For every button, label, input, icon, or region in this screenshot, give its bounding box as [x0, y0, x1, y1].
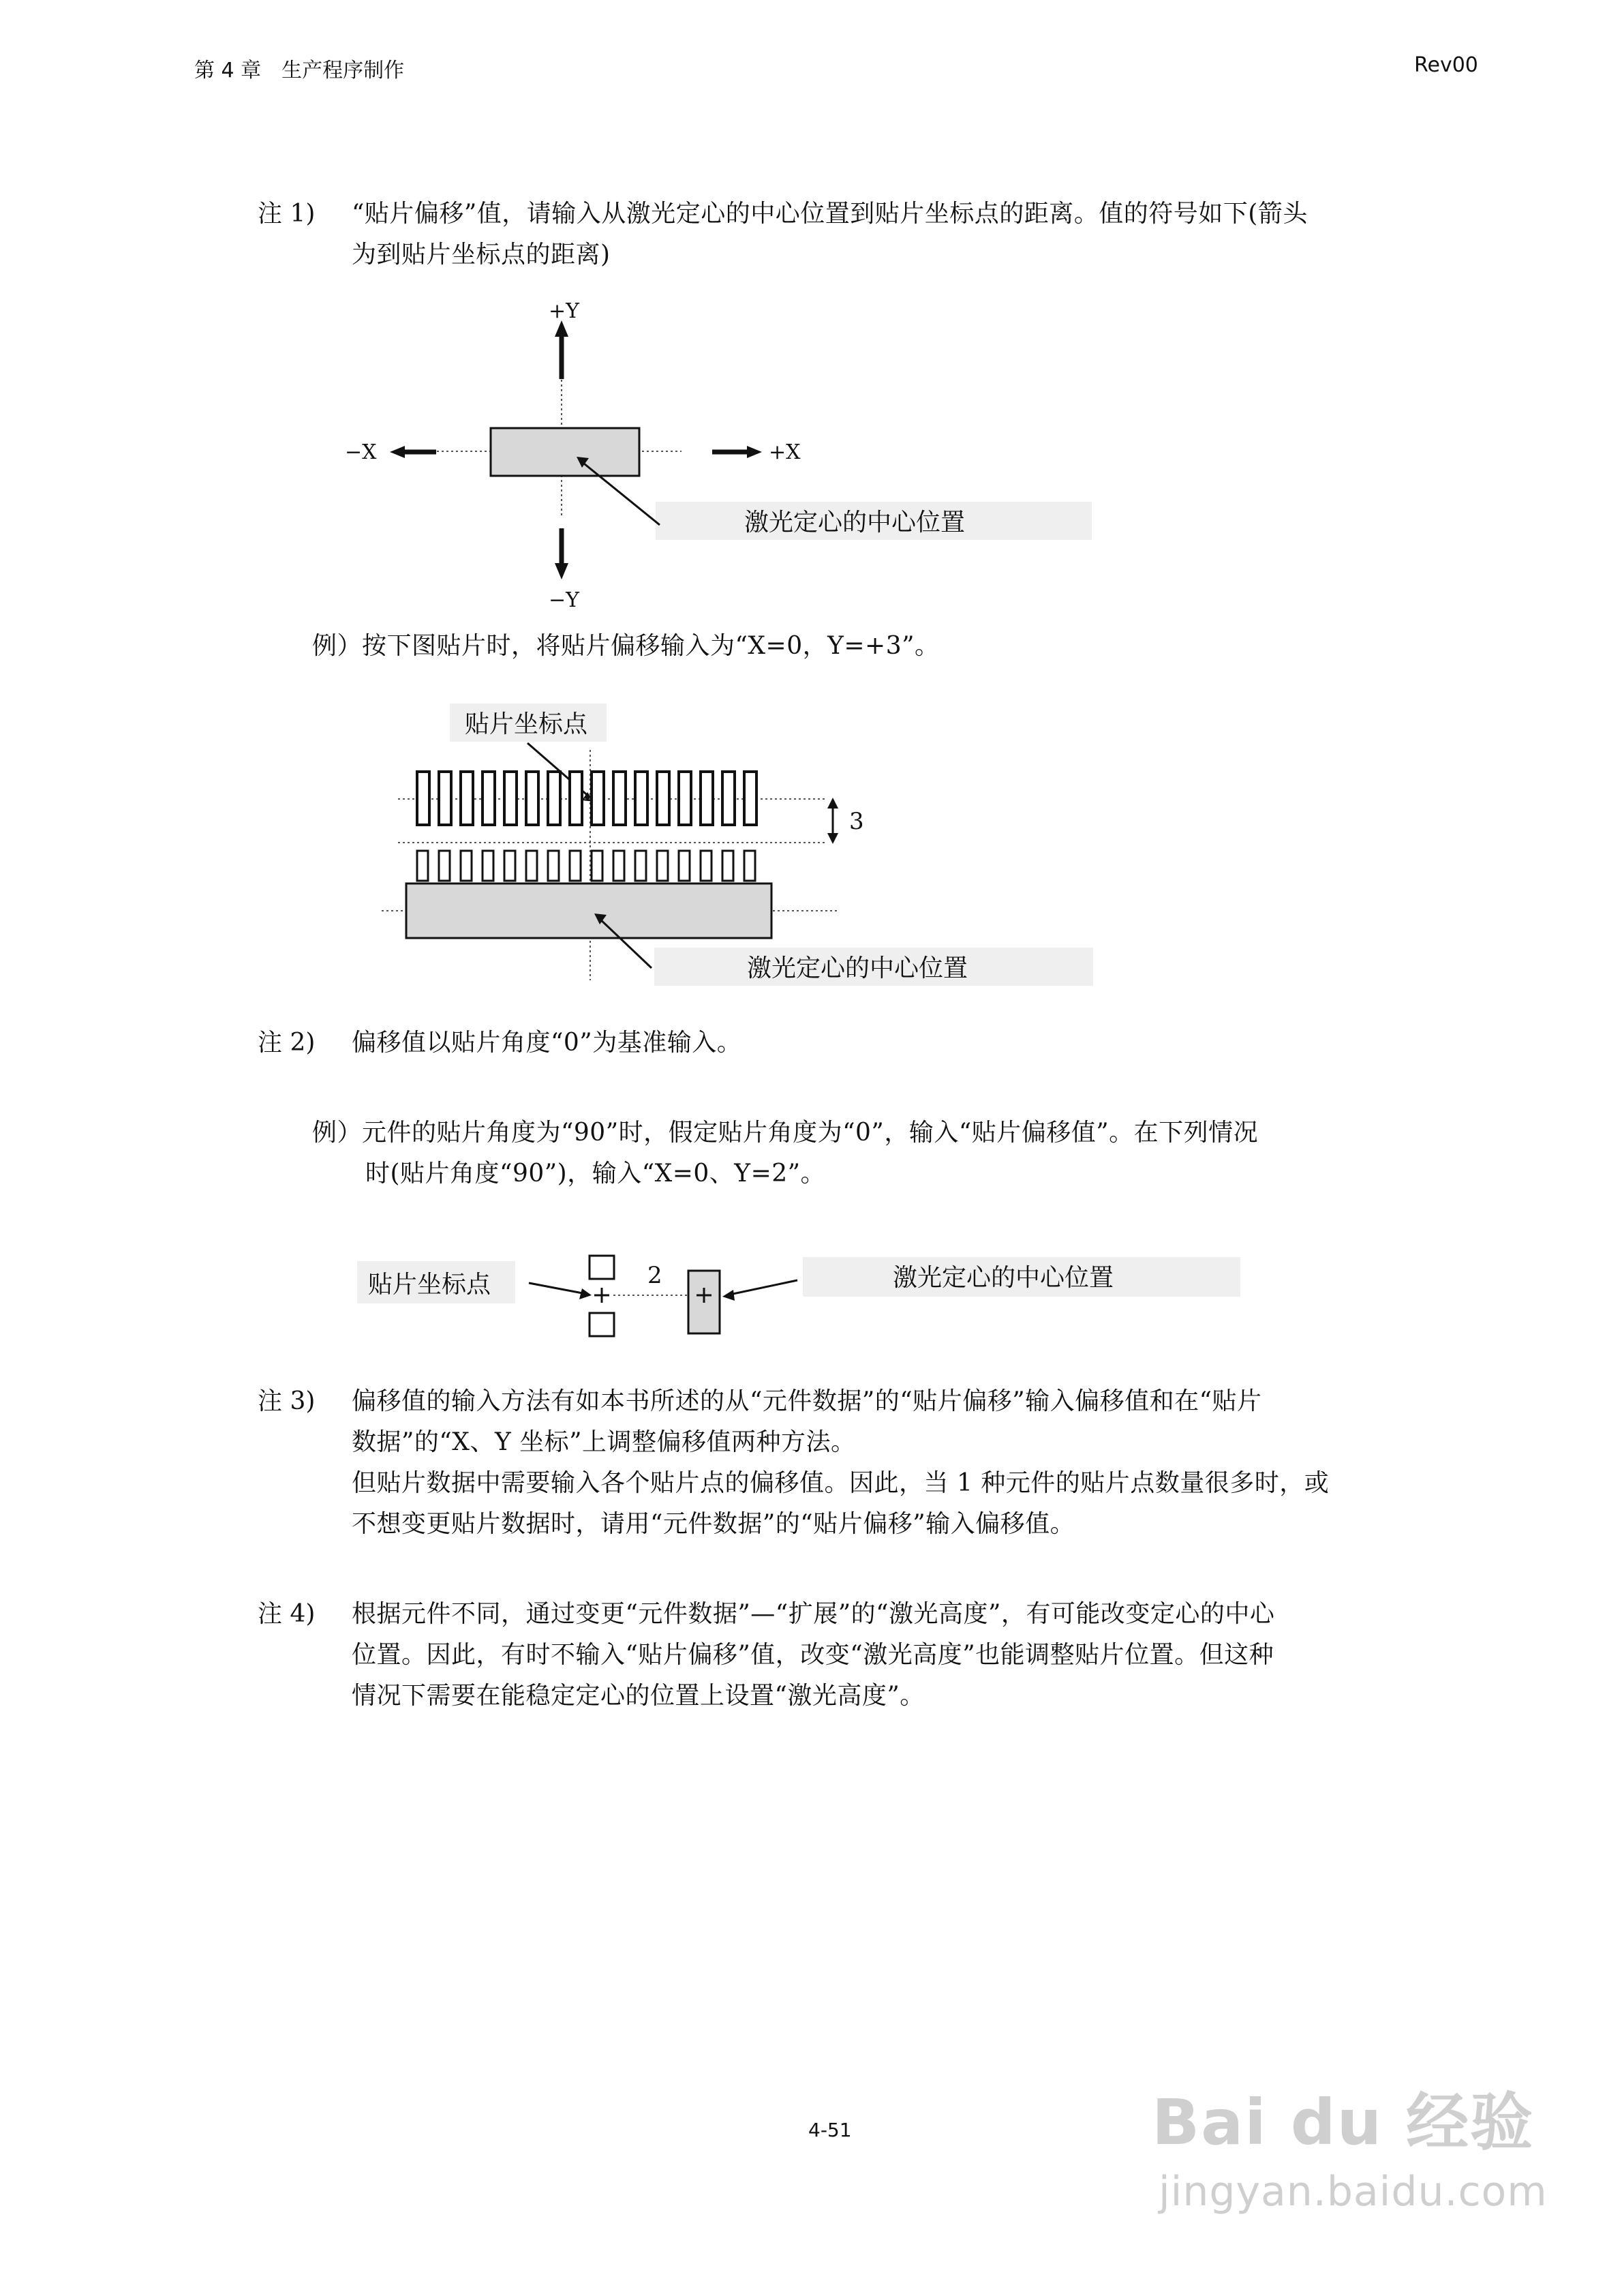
top-lead [570, 772, 582, 825]
top-lead [548, 772, 560, 825]
chapter-header: 第 4 章 生产程序制作 [194, 59, 405, 82]
top-lead [635, 772, 647, 825]
bottom-lead [548, 851, 559, 881]
mount-point-leader-arrowhead [579, 1288, 592, 1299]
bottom-lead [744, 851, 755, 881]
note-3-label: 注 3) [258, 1387, 316, 1415]
mount-point-leader [529, 1283, 586, 1294]
rotation-offset-example-diagram [354, 1248, 1254, 1343]
page-number: 4-51 [808, 2119, 852, 2141]
top-lead [461, 772, 473, 825]
watermark-url: jingyan.baidu.com [1159, 2168, 1548, 2216]
bottom-lead [570, 851, 581, 881]
callout-leader-line [726, 1280, 797, 1295]
mount-point-label-text: 贴片坐标点 [368, 1271, 491, 1299]
offset-value-label: 2 [647, 1262, 662, 1289]
minus-x-arrow-head [390, 446, 405, 458]
top-lead [417, 772, 429, 825]
bottom-lead-row [417, 851, 755, 881]
top-lead [526, 772, 538, 825]
bottom-lead [504, 851, 515, 881]
bottom-lead [722, 851, 733, 881]
revision-label: Rev00 [1414, 53, 1478, 77]
callout-leader-arrowhead [722, 1290, 735, 1301]
bottom-lead [679, 851, 690, 881]
plus-x-label: +X [769, 440, 801, 464]
lower-pad [590, 1313, 614, 1336]
bottom-lead [483, 851, 493, 881]
note-4-line-3: 情况下需要在能稳定定心的位置上设置“激光高度”。 [352, 1682, 925, 1710]
example-2-line-2: 时(贴片角度“90”)，输入“X=0、Y=2”。 [365, 1160, 826, 1188]
bottom-lead [439, 851, 450, 881]
laser-center-callout-text: 激光定心的中心位置 [744, 509, 966, 537]
minus-x-label: −X [345, 440, 377, 464]
minus-y-label: −Y [549, 588, 579, 612]
top-lead [439, 772, 451, 825]
note-4-line-1: 根据元件不同，通过变更“元件数据”—“扩展”的“激光高度”，有可能改变定心的中心 [352, 1600, 1275, 1628]
plus-x-arrow-head [747, 446, 762, 458]
top-lead [657, 772, 669, 825]
laser-center-callout-text: 激光定心的中心位置 [893, 1264, 1114, 1292]
top-lead [613, 772, 626, 825]
note-1-label: 注 1) [258, 200, 316, 228]
component-body [491, 428, 639, 476]
note-3-line-3: 但贴片数据中需要输入各个贴片点的偏移值。因此，当 1 种元件的贴片点数量很多时，或 [352, 1469, 1330, 1497]
note-3-text [352, 1381, 1483, 1545]
note-3-line-4: 不想变更贴片数据时，请用“元件数据”的“贴片偏移”输入偏移值。 [352, 1510, 1075, 1538]
top-lead [722, 772, 735, 825]
top-lead [504, 772, 517, 825]
top-lead [679, 772, 691, 825]
note-3-line-1: 偏移值的输入方法有如本书所述的从“元件数据”的“贴片偏移”输入偏移值和在“贴片 [352, 1387, 1262, 1415]
top-lead [744, 772, 756, 825]
laser-center-callout-text: 激光定心的中心位置 [747, 954, 968, 982]
note-1-line-2: 为到贴片坐标点的距离) [352, 241, 611, 269]
offset-value-label: 3 [849, 808, 864, 835]
bottom-lead [635, 851, 646, 881]
note-3-line-2: 数据”的“X、Y 坐标”上调整偏移值两种方法。 [352, 1428, 856, 1456]
note-1-text [352, 194, 1483, 275]
note-2-label: 注 2) [258, 1029, 316, 1057]
bottom-lead [592, 851, 602, 881]
component-body [406, 883, 771, 938]
note-4-label: 注 4) [258, 1600, 316, 1628]
upper-pad [590, 1256, 614, 1279]
top-lead [701, 772, 713, 825]
example-2-text [312, 1113, 1484, 1194]
bottom-lead [657, 851, 668, 881]
bottom-lead [526, 851, 537, 881]
note-4-text [352, 1594, 1483, 1717]
note-1-line-1: “贴片偏移”值，请输入从激光定心的中心位置到贴片坐标点的距离。值的符号如下(箭头 [352, 200, 1308, 228]
note-2-text: 偏移值以贴片角度“0”为基准输入。 [352, 1029, 742, 1057]
note-4-line-2: 位置。因此，有时不输入“贴片偏移”值，改变“激光高度”也能调整贴片位置。但这种 [352, 1641, 1274, 1669]
bottom-lead [461, 851, 472, 881]
top-lead [592, 772, 604, 825]
offset-sign-diagram [327, 293, 1104, 620]
plus-y-label: +Y [549, 299, 579, 323]
example-1-text: 例）按下图贴片时，将贴片偏移输入为“X=0，Y=+3”。 [312, 632, 940, 660]
example-2-line-1: 例）元件的贴片角度为“90”时，假定贴片角度为“0”，输入“贴片偏移值”。在下列情况 [312, 1119, 1259, 1147]
minus-y-arrow-head [555, 563, 568, 579]
offset-arrow-down [827, 833, 838, 844]
mount-point-label-text: 贴片坐标点 [465, 710, 588, 738]
bottom-lead [417, 851, 428, 881]
bottom-lead [613, 851, 624, 881]
watermark-brand: Bai du 经验 [1152, 2086, 1535, 2159]
bottom-lead [701, 851, 711, 881]
placement-offset-example-diagram [368, 695, 1104, 995]
offset-arrow-up [827, 798, 838, 809]
top-lead [483, 772, 495, 825]
